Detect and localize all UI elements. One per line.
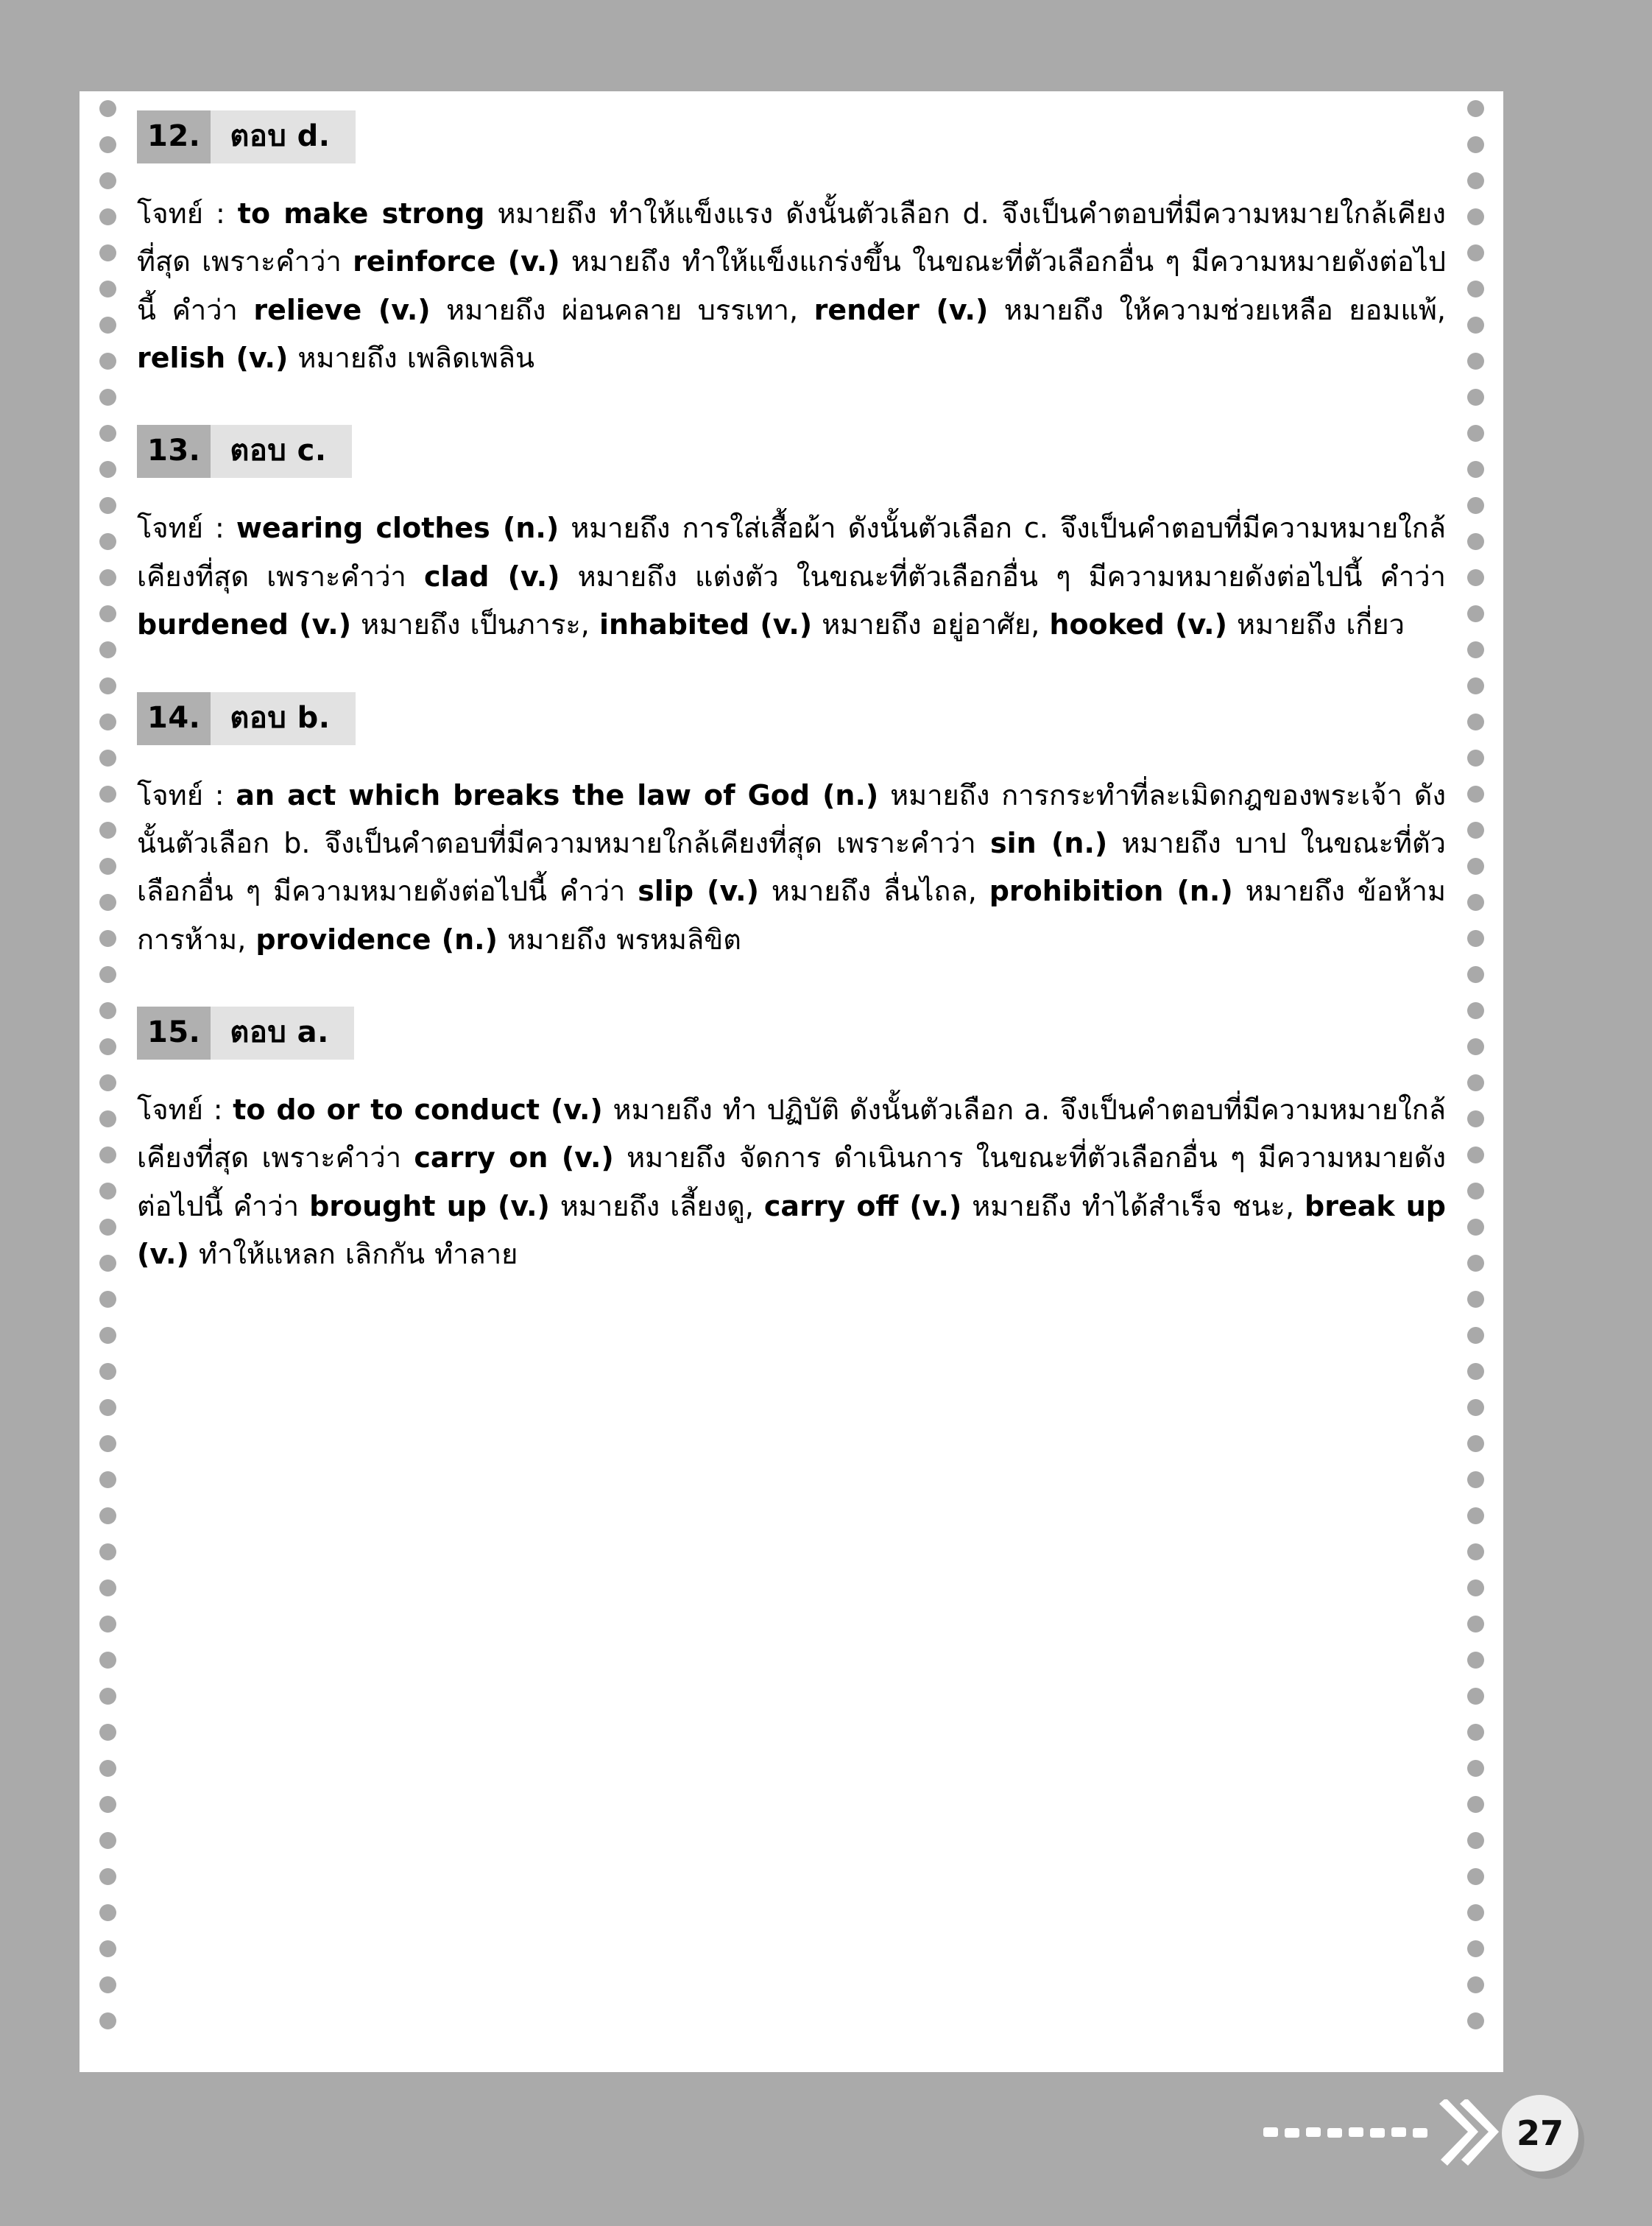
punch-hole-dot	[1467, 100, 1484, 117]
dashed-arrow-icon	[1257, 2099, 1508, 2166]
punch-hole-dot	[99, 677, 116, 694]
punch-hole-rail-left	[93, 91, 122, 2072]
arrow-dash	[1413, 2128, 1427, 2138]
punch-hole-dot	[99, 786, 116, 803]
punch-hole-dot	[99, 1796, 116, 1813]
answer-body-14: โจทย์ : an act which breaks the law of God (n.) หมายถึง การกระทำที่ละเมิดกฎของพระเจ้า ดังนั้นตัวเลือก b. จึงเป็นคำตอบที่มีความหมายใกล้เคียงที่สุด เพราะคำว่า sin (n.) หมายถึง บาป ในขณะที่ตัวเลือกอื่น ๆ มีความหมายดังต่อไปนี้ คำว่า slip (v.) หมายถึง ลื่นไถล, prohibition (n.) หมายถึง ข้อห้าม การห้าม, providence (n.) หมายถึง พรหมลิขิต	[137, 778, 1447, 956]
punch-hole-dot	[1467, 1183, 1484, 1200]
punch-hole-dot	[1467, 677, 1484, 694]
punch-hole-dot	[1467, 1724, 1484, 1741]
punch-hole-dot	[99, 894, 116, 911]
answer-label-13: ตอบ c.	[211, 425, 351, 478]
punch-hole-dot	[1467, 389, 1484, 406]
punch-hole-dot	[99, 930, 116, 947]
punch-hole-dot	[99, 2012, 116, 2029]
punch-hole-dot	[99, 1904, 116, 1921]
punch-hole-dot	[99, 858, 116, 875]
punch-hole-dot	[99, 605, 116, 622]
page-number-badge	[1502, 2095, 1581, 2174]
punch-hole-dot	[99, 822, 116, 839]
punch-hole-dot	[99, 100, 116, 117]
punch-hole-dot	[1467, 641, 1484, 658]
punch-hole-dot	[1467, 1435, 1484, 1452]
punch-hole-dot	[1467, 1543, 1484, 1560]
answer-label-15: ตอบ a.	[211, 1007, 354, 1060]
punch-hole-dot	[99, 966, 116, 983]
answer-block-15	[137, 1007, 1446, 1278]
punch-hole-dot	[99, 208, 116, 225]
punch-hole-dot	[99, 1543, 116, 1560]
answer-body-13: โจทย์ : wearing clothes (n.) หมายถึง การใส่เสื้อผ้า ดังนั้นตัวเลือก c. จึงเป็นคำตอบที่มีความหมายใกล้เคียงที่สุด เพราะคำว่า clad (v.) หมายถึง แต่งตัว ในขณะที่ตัวเลือกอื่น ๆ มีความหมายดังต่อไปนี้ คำว่า burdened (v.) หมายถึง เป็นภาระ, inhabited (v.) หมายถึง อยู่อาศัย, hooked (v.) หมายถึง เกี่ยว	[137, 512, 1446, 641]
punch-hole-dot	[99, 172, 116, 189]
punch-hole-dot	[1467, 497, 1484, 514]
punch-hole-dot	[99, 1219, 116, 1236]
punch-hole-dot	[99, 1255, 116, 1272]
punch-hole-dot	[1467, 1579, 1484, 1596]
punch-hole-dot	[1467, 353, 1484, 370]
punch-hole-dot	[99, 1724, 116, 1741]
punch-hole-dot	[1467, 1904, 1484, 1921]
punch-hole-dot	[1467, 1363, 1484, 1380]
answer-block-12	[137, 110, 1446, 382]
punch-hole-dot	[99, 1652, 116, 1669]
punch-hole-dot	[99, 1579, 116, 1596]
punch-hole-dot	[99, 317, 116, 334]
answer-badge-13	[137, 425, 352, 478]
punch-hole-dot	[1467, 1399, 1484, 1416]
punch-hole-dot	[99, 1110, 116, 1127]
punch-hole-dot	[99, 136, 116, 153]
punch-hole-dot	[1467, 1868, 1484, 1885]
answer-block-14	[137, 692, 1446, 964]
punch-hole-dot	[1467, 461, 1484, 478]
punch-hole-dot	[99, 1688, 116, 1705]
punch-hole-dot	[1467, 1471, 1484, 1488]
punch-hole-dot	[1467, 1002, 1484, 1019]
punch-hole-dot	[1467, 1507, 1484, 1524]
punch-hole-dot	[1467, 208, 1484, 225]
punch-hole-dot	[99, 1363, 116, 1380]
punch-hole-dot	[99, 1940, 116, 1957]
answer-block-13	[137, 425, 1446, 649]
punch-hole-dot	[1467, 1255, 1484, 1272]
answer-number-12: 12.	[137, 110, 211, 163]
answer-badge-12	[137, 110, 356, 163]
punch-hole-dot	[99, 1399, 116, 1416]
punch-hole-dot	[99, 1868, 116, 1885]
punch-hole-dot	[1467, 136, 1484, 153]
answer-number-14: 14.	[137, 692, 211, 745]
punch-hole-dot	[99, 1183, 116, 1200]
punch-hole-dot	[1467, 1147, 1484, 1163]
arrow-dash	[1349, 2127, 1363, 2137]
punch-hole-dot	[99, 641, 116, 658]
punch-hole-dot	[1467, 822, 1484, 839]
punch-hole-dot	[1467, 1832, 1484, 1849]
punch-hole-dot	[99, 353, 116, 370]
answer-number-15: 15.	[137, 1007, 211, 1060]
punch-hole-dot	[99, 461, 116, 478]
arrow-dash	[1391, 2127, 1406, 2137]
punch-hole-dot	[1467, 605, 1484, 622]
punch-hole-dot	[99, 533, 116, 550]
punch-hole-dot	[99, 1976, 116, 1993]
punch-hole-rail-right	[1461, 91, 1490, 2072]
page-number: 27	[1502, 2095, 1578, 2172]
punch-hole-dot	[99, 1147, 116, 1163]
punch-hole-dot	[99, 425, 116, 442]
paper-sheet	[80, 91, 1503, 2072]
punch-hole-dot	[1467, 1652, 1484, 1669]
answer-body-12: โจทย์ : to make strong หมายถึง ทำให้แข็งแรง ดังนั้นตัวเลือก d. จึงเป็นคำตอบที่มีความหมายใกล้เคียงที่สุด เพราะคำว่า reinforce (v.) หมายถึง ทำให้แข็งแกร่งขึ้น ในขณะที่ตัวเลือกอื่น ๆ มีความหมายดังต่อไปนี้ คำว่า relieve (v.) หมายถึง ผ่อนคลาย บรรเทา, render (v.) หมายถึง ให้ความช่วยเหลือ ยอมแพ้, relish (v.) หมายถึง เพลิดเพลิน	[137, 197, 1447, 375]
punch-hole-dot	[99, 244, 116, 261]
punch-hole-dot	[1467, 1219, 1484, 1236]
punch-hole-dot	[99, 1832, 116, 1849]
punch-hole-dot	[1467, 281, 1484, 297]
punch-hole-dot	[99, 1760, 116, 1777]
punch-hole-dot	[1467, 1327, 1484, 1344]
punch-hole-dot	[1467, 1796, 1484, 1813]
answer-list	[137, 108, 1446, 2072]
page-footer	[0, 2071, 1652, 2182]
punch-hole-dot	[1467, 1074, 1484, 1091]
punch-hole-dot	[1467, 1038, 1484, 1055]
punch-hole-dot	[1467, 1976, 1484, 1993]
punch-hole-dot	[99, 1002, 116, 1019]
punch-hole-dot	[99, 1291, 116, 1308]
punch-hole-dot	[1467, 1110, 1484, 1127]
punch-hole-dot	[1467, 172, 1484, 189]
punch-hole-dot	[99, 714, 116, 730]
answer-label-14: ตอบ b.	[211, 692, 355, 745]
punch-hole-dot	[1467, 569, 1484, 586]
punch-hole-dot	[99, 1507, 116, 1524]
arrow-dash	[1306, 2127, 1321, 2137]
punch-hole-dot	[99, 281, 116, 297]
answer-body-15: โจทย์ : to do or to conduct (v.) หมายถึง ทำ ปฏิบัติ ดังนั้นตัวเลือก a. จึงเป็นคำตอบที่มีความหมายใกล้เคียงที่สุด เพราะคำว่า carry on (v.) หมายถึง จัดการ ดำเนินการ ในขณะที่ตัวเลือกอื่น ๆ มีความหมายดังต่อไปนี้ คำว่า brought up (v.) หมายถึง เลี้ยงดู, carry off (v.) หมายถึง ทำได้สำเร็จ ชนะ, break up (v.) ทำให้แหลก เลิกกัน ทำลาย	[137, 1093, 1447, 1271]
punch-hole-dot	[1467, 1940, 1484, 1957]
punch-hole-dot	[99, 1471, 116, 1488]
punch-hole-dot	[99, 1435, 116, 1452]
punch-hole-dot	[1467, 2012, 1484, 2029]
punch-hole-dot	[1467, 425, 1484, 442]
punch-hole-dot	[1467, 1760, 1484, 1777]
punch-hole-dot	[1467, 1291, 1484, 1308]
punch-hole-dot	[1467, 786, 1484, 803]
arrow-dash	[1370, 2128, 1385, 2138]
punch-hole-dot	[1467, 930, 1484, 947]
punch-hole-dot	[99, 389, 116, 406]
punch-hole-dot	[1467, 714, 1484, 730]
punch-hole-dot	[99, 569, 116, 586]
answer-badge-14	[137, 692, 356, 745]
punch-hole-dot	[1467, 1688, 1484, 1705]
punch-hole-dot	[1467, 244, 1484, 261]
punch-hole-dot	[99, 1038, 116, 1055]
punch-hole-dot	[1467, 750, 1484, 767]
answer-badge-15	[137, 1007, 354, 1060]
punch-hole-dot	[99, 1074, 116, 1091]
punch-hole-dot	[1467, 894, 1484, 911]
arrow-dash	[1285, 2128, 1299, 2138]
answer-label-12: ตอบ d.	[211, 110, 355, 163]
answer-number-13: 13.	[137, 425, 211, 478]
punch-hole-dot	[99, 1616, 116, 1632]
punch-hole-dot	[1467, 533, 1484, 550]
arrow-dash	[1263, 2127, 1278, 2137]
punch-hole-dot	[99, 1327, 116, 1344]
punch-hole-dot	[99, 497, 116, 514]
punch-hole-dot	[1467, 1616, 1484, 1632]
punch-hole-dot	[1467, 317, 1484, 334]
punch-hole-dot	[1467, 966, 1484, 983]
punch-hole-dot	[99, 750, 116, 767]
punch-hole-dot	[1467, 858, 1484, 875]
arrow-dash	[1327, 2128, 1342, 2138]
